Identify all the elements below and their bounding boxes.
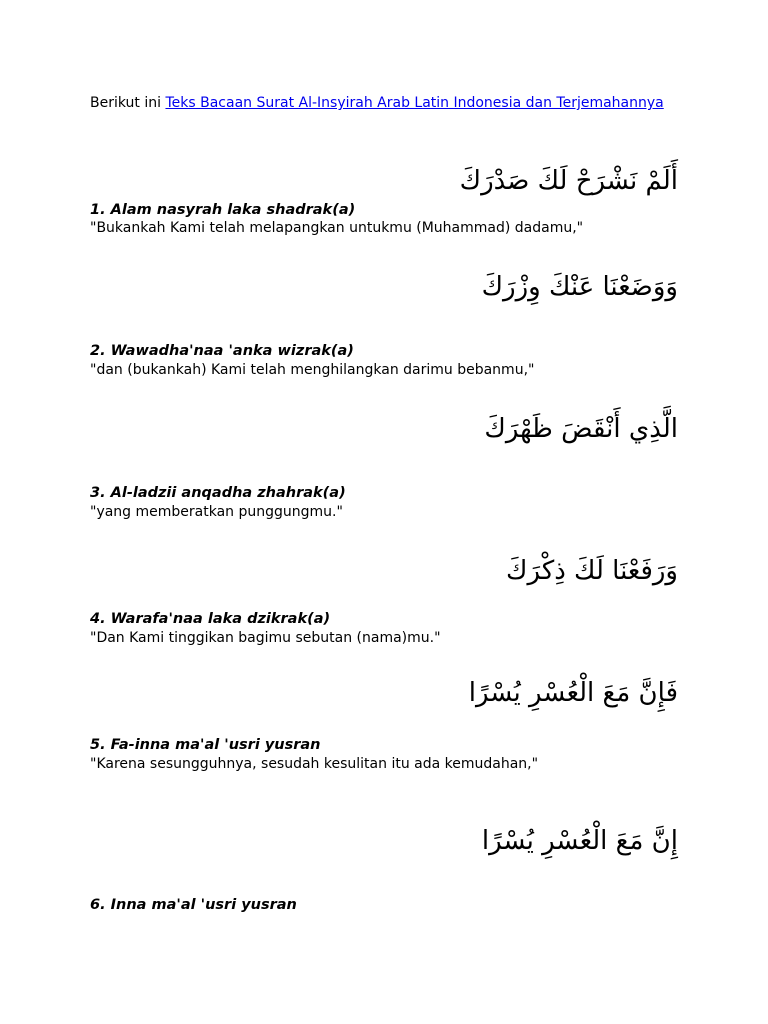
verse-4-translation: "Dan Kami tinggikan bagimu sebutan (nama)mu." [90, 630, 441, 646]
verse-3-latin: 3. Al-ladzii anqadha zhahrak(a) [90, 485, 346, 501]
verse-5-translation: "Karena sesungguhnya, sesudah kesulitan itu ada kemudahan," [90, 756, 539, 772]
verse-2-translation: "dan (bukankah) Kami telah menghilangkan darimu bebanmu," [90, 362, 535, 378]
verse-1-translation: "Bukankah Kami telah melapangkan untukmu (Muhammad) dadamu," [90, 220, 584, 236]
verse-3-arabic: الَّذِي أَنْقَضَ ظَهْرَكَ [484, 414, 678, 444]
verse-4-arabic: وَرَفَعْنَا لَكَ ذِكْرَكَ [506, 556, 678, 586]
intro-prefix: Berikut ini [90, 95, 166, 111]
verse-2-arabic: وَوَضَعْنَا عَنْكَ وِزْرَكَ [481, 272, 678, 302]
verse-4-latin: 4. Warafa'naa laka dzikrak(a) [90, 611, 331, 627]
article-title-link[interactable]: Teks Bacaan Surat Al-Insyirah Arab Latin Indonesia dan Terjemahannya [165, 95, 664, 111]
verse-6-latin: 6. Inna ma'al 'usri yusran [90, 897, 297, 913]
intro-paragraph [90, 94, 678, 113]
verse-5-arabic: فَإِنَّ مَعَ الْعُسْرِ يُسْرًا [468, 678, 678, 708]
verse-1-arabic: أَلَمْ نَشْرَحْ لَكَ صَدْرَكَ [459, 166, 678, 196]
verse-2-latin: 2. Wawadha'naa 'anka wizrak(a) [90, 343, 354, 359]
verse-3-translation: "yang memberatkan punggungmu." [90, 504, 343, 520]
verse-1-latin: 1. Alam nasyrah laka shadrak(a) [90, 202, 356, 218]
verse-5-latin: 5. Fa-inna ma'al 'usri yusran [90, 737, 321, 753]
verse-6-arabic: إِنَّ مَعَ الْعُسْرِ يُسْرًا [481, 826, 678, 856]
